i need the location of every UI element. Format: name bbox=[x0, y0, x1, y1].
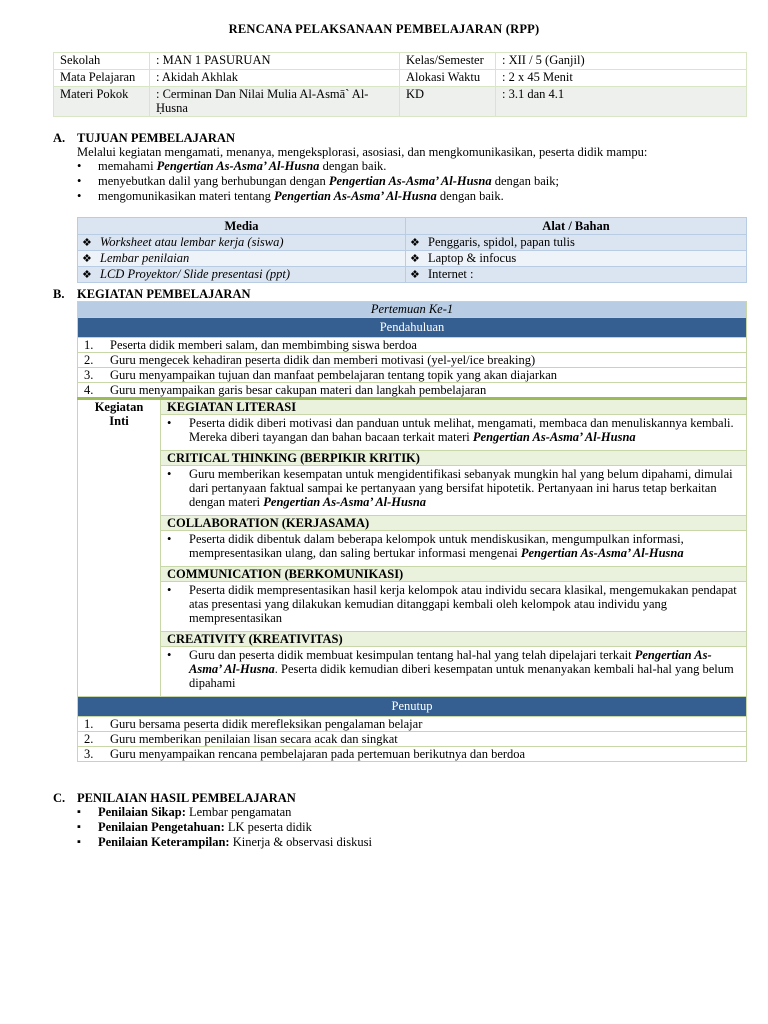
kelas-label: Kelas/Semester bbox=[400, 53, 496, 70]
alat-header: Alat / Bahan bbox=[406, 218, 747, 235]
materi-value: : Cerminan Dan Nilai Mulia Al-Asmā` Al-Ḥusna bbox=[150, 87, 400, 117]
bullet-dot: • bbox=[167, 416, 172, 430]
section-a-body bbox=[77, 145, 757, 204]
diamond-bullet-icon: ❖ bbox=[82, 269, 92, 281]
inti-body-row bbox=[78, 582, 747, 632]
media-row bbox=[78, 235, 747, 251]
section-a-letter: A. bbox=[53, 131, 66, 145]
step-row bbox=[78, 353, 747, 368]
mapel-value: : Akidah Akhlak bbox=[150, 70, 400, 87]
section-a-heading bbox=[53, 131, 235, 146]
inti-head-row bbox=[78, 567, 747, 582]
assessment-item bbox=[77, 820, 757, 835]
emphasis-text: Pengertian As-Asma’ Al-Husna bbox=[189, 648, 712, 676]
step-text: Guru mengecek kehadiran peserta didik dan memberi motivasi (yel-yel/ice breaking) bbox=[110, 353, 536, 367]
emphasis-text: Pengertian As-Asma’ Al-Husna bbox=[274, 189, 437, 203]
alat-item-text: Penggaris, spidol, papan tulis bbox=[428, 235, 575, 249]
goal-item bbox=[77, 159, 757, 174]
kd-label: KD bbox=[400, 87, 496, 117]
media-row bbox=[78, 251, 747, 267]
inti-block-body bbox=[161, 647, 747, 697]
section-b-title: KEGIATAN PEMBELAJARAN bbox=[77, 287, 251, 301]
identity-table bbox=[53, 52, 747, 117]
step-cell bbox=[78, 732, 747, 747]
kd-value: : 3.1 dan 4.1 bbox=[496, 87, 747, 117]
inti-block-body bbox=[161, 466, 747, 516]
step-number: 3. bbox=[84, 368, 94, 382]
step-row bbox=[78, 338, 747, 353]
alat-cell bbox=[406, 235, 747, 251]
penutup-row bbox=[78, 697, 747, 717]
section-c-heading bbox=[53, 791, 296, 806]
step-number: 2. bbox=[84, 732, 94, 746]
step-text: Guru memberikan penilaian lisan secara acak dan singkat bbox=[110, 732, 398, 746]
text-segment: dengan baik. bbox=[319, 159, 387, 173]
materi-label: Materi Pokok bbox=[54, 87, 150, 117]
assessment-list bbox=[77, 805, 757, 850]
section-c-title: PENILAIAN HASIL PEMBELAJARAN bbox=[77, 791, 296, 805]
inti-label-line: Inti bbox=[109, 414, 129, 428]
assessment-item bbox=[77, 835, 757, 850]
step-text: Guru menyampaikan garis besar cakupan materi dan langkah pembelajaran bbox=[110, 383, 487, 397]
media-row bbox=[78, 267, 747, 283]
step-number: 2. bbox=[84, 353, 94, 367]
inti-label-line: Kegiatan bbox=[94, 400, 144, 414]
media-cell bbox=[78, 235, 406, 251]
inti-body-row bbox=[78, 415, 747, 451]
diamond-bullet-icon: ❖ bbox=[82, 237, 92, 249]
alat-cell bbox=[406, 251, 747, 267]
step-cell bbox=[78, 353, 747, 368]
section-a-title: TUJUAN PEMBELAJARAN bbox=[77, 131, 235, 145]
bullet-dot: • bbox=[167, 648, 172, 662]
section-b-heading bbox=[53, 287, 251, 302]
inti-head-row bbox=[78, 632, 747, 647]
bullet-text bbox=[189, 532, 740, 560]
inti-block-body bbox=[161, 415, 747, 451]
text-segment: memahami bbox=[98, 159, 157, 173]
text-segment: Guru dan peserta didik membuat kesimpulan tentang hal-hal yang telah dipelajari terkait bbox=[189, 648, 635, 662]
bullet-text bbox=[189, 583, 740, 625]
text-segment: Peserta didik diberi motivasi dan panduan untuk melihat, mengamati, membaca dan menuliskannya kembali. Mereka diberi tayangan dan bahan bacaan terkait materi bbox=[189, 416, 734, 444]
assessment-label: Penilaian Sikap: bbox=[98, 805, 186, 819]
emphasis-text: Pengertian As-Asma’ Al-Husna bbox=[520, 546, 684, 560]
bullet-item bbox=[161, 583, 740, 625]
goal-item bbox=[77, 174, 757, 189]
diamond-bullet-icon: ❖ bbox=[82, 253, 92, 265]
alat-cell bbox=[406, 267, 747, 283]
inti-body-row bbox=[78, 531, 747, 567]
step-text: Peserta didik memberi salam, dan membimbing siswa berdoa bbox=[110, 338, 417, 352]
step-row bbox=[78, 747, 747, 762]
bullet-item bbox=[161, 648, 740, 690]
section-a-intro: Melalui kegiatan mengamati, menanya, mengeksplorasi, asosiasi, dan mengkomunikasikan, peserta didik mampu: bbox=[77, 145, 648, 159]
bullet-text bbox=[189, 467, 740, 509]
inti-block-heading: COMMUNICATION (BERKOMUNIKASI) bbox=[161, 567, 747, 582]
text-segment: dengan baik. bbox=[436, 189, 504, 203]
step-row bbox=[78, 717, 747, 732]
emphasis-text: Pengertian As-Asma’ Al-Husna bbox=[263, 495, 427, 509]
step-cell bbox=[78, 747, 747, 762]
step-cell bbox=[78, 368, 747, 383]
step-row bbox=[78, 368, 747, 383]
pendahuluan-bar: Pendahuluan bbox=[78, 318, 747, 338]
media-item-text: Worksheet atau lembar kerja (siswa) bbox=[100, 235, 284, 249]
inti-head-row bbox=[78, 399, 747, 415]
text-segment: menyebutkan dalil yang berhubungan dengan bbox=[98, 174, 329, 188]
meeting-label: Pertemuan Ke-1 bbox=[78, 302, 747, 318]
inti-body-row bbox=[78, 466, 747, 516]
step-text: Guru bersama peserta didik merefleksikan pengalaman belajar bbox=[110, 717, 423, 731]
text-segment: . Peserta didik kemudian diberi kesempatan untuk menanyakan kembali hal-hal yang belum dipahami bbox=[189, 662, 734, 690]
step-number: 1. bbox=[84, 717, 94, 731]
bullet-item bbox=[161, 467, 740, 509]
step-text: Guru menyampaikan tujuan dan manfaat pembelajaran tentang topik yang akan diajarkan bbox=[110, 368, 558, 382]
section-c-letter: C. bbox=[53, 791, 66, 805]
text-segment: mengomunikasikan materi tentang bbox=[98, 189, 274, 203]
media-item-text: LCD Proyektor/ Slide presentasi (ppt) bbox=[100, 267, 291, 281]
step-text: Guru menyampaikan rencana pembelajaran pada pertemuan berikutnya dan berdoa bbox=[110, 747, 526, 761]
kelas-value: : XII / 5 (Ganjil) bbox=[496, 53, 747, 70]
alokasi-label: Alokasi Waktu bbox=[400, 70, 496, 87]
inti-block-heading: KEGIATAN LITERASI bbox=[161, 399, 747, 415]
diamond-bullet-icon: ❖ bbox=[410, 269, 420, 281]
media-header: Media bbox=[78, 218, 406, 235]
sekolah-label: Sekolah bbox=[54, 53, 150, 70]
bullet-item bbox=[161, 532, 740, 560]
assessment-value: Kinerja & observasi diskusi bbox=[229, 835, 372, 849]
alat-item-text: Laptop & infocus bbox=[428, 251, 517, 265]
text-segment: dengan baik; bbox=[491, 174, 559, 188]
assessment-label: Penilaian Pengetahuan: bbox=[98, 820, 225, 834]
step-cell bbox=[78, 717, 747, 732]
kegiatan-inti-label bbox=[78, 399, 161, 697]
step-cell bbox=[78, 338, 747, 353]
media-table bbox=[77, 217, 747, 283]
step-number: 1. bbox=[84, 338, 94, 352]
step-number: 4. bbox=[84, 383, 94, 397]
alat-item-text: Internet : bbox=[428, 267, 474, 281]
penutup-bar: Penutup bbox=[78, 697, 747, 717]
section-c-body bbox=[77, 805, 757, 850]
media-item-text: Lembar penilaian bbox=[100, 251, 190, 265]
media-cell bbox=[78, 251, 406, 267]
inti-block-heading: COLLABORATION (KERJASAMA) bbox=[161, 516, 747, 531]
text-segment: Guru memberikan kesempatan untuk mengidentifikasi sebanyak mungkin hal yang belum dipahami, dimulai dari pertanyaan faktual sampai ke pertanyaan yang bersifat hipotetik. Pertanyaan ini harus tetap berkaitan dengan materi bbox=[189, 467, 733, 509]
assessment-item bbox=[77, 805, 757, 820]
emphasis-text: Pengertian As-Asma’ Al-Husna bbox=[472, 430, 636, 444]
step-row bbox=[78, 383, 747, 399]
bullet-item bbox=[161, 416, 740, 444]
activities-table bbox=[77, 301, 747, 762]
goals-list bbox=[77, 159, 757, 204]
step-row bbox=[78, 732, 747, 747]
inti-block-body bbox=[161, 531, 747, 567]
section-b-letter: B. bbox=[53, 287, 65, 301]
bullet-dot: • bbox=[167, 467, 172, 481]
text-segment: Peserta didik mempresentasikan hasil kerja kelompok atau individu secara klasikal, mengemukakan pendapat atas presentasi yang dilakukan kemudian ditanggapi kembali oleh kelompok atau individu yang mempresentasikan bbox=[189, 583, 737, 625]
inti-block-heading: CRITICAL THINKING (BERPIKIR KRITIK) bbox=[161, 451, 747, 466]
alokasi-value: : 2 x 45 Menit bbox=[496, 70, 747, 87]
inti-head-row bbox=[78, 451, 747, 466]
bullet-dot: • bbox=[167, 583, 172, 597]
bullet-dot: • bbox=[167, 532, 172, 546]
sekolah-value: : MAN 1 PASURUAN bbox=[150, 53, 400, 70]
diamond-bullet-icon: ❖ bbox=[410, 237, 420, 249]
diamond-bullet-icon: ❖ bbox=[410, 253, 420, 265]
step-cell bbox=[78, 383, 747, 399]
inti-head-row bbox=[78, 516, 747, 531]
assessment-value: Lembar pengamatan bbox=[185, 805, 292, 819]
bullet-text bbox=[189, 416, 740, 444]
assessment-label: Penilaian Keterampilan: bbox=[98, 835, 230, 849]
media-cell bbox=[78, 267, 406, 283]
emphasis-text: Pengertian As-Asma’ Al-Husna bbox=[156, 159, 320, 173]
step-number: 3. bbox=[84, 747, 94, 761]
text-segment: Peserta didik dibentuk dalam beberapa kelompok untuk mendiskusikan, mengumpulkan informasi, mempresentasikan ulang, dan saling bertukar informasi mengenai bbox=[189, 532, 684, 560]
goal-item bbox=[77, 189, 757, 204]
inti-block-body bbox=[161, 582, 747, 632]
inti-body-row bbox=[78, 647, 747, 697]
bullet-text bbox=[189, 648, 740, 690]
mapel-label: Mata Pelajaran bbox=[54, 70, 150, 87]
emphasis-text: Pengertian As-Asma’ Al-Husna bbox=[328, 174, 492, 188]
inti-block-heading: CREATIVITY (KREATIVITAS) bbox=[161, 632, 747, 647]
assessment-value: LK peserta didik bbox=[224, 820, 312, 834]
document-title: RENCANA PELAKSANAAN PEMBELAJARAN (RPP) bbox=[228, 22, 540, 36]
